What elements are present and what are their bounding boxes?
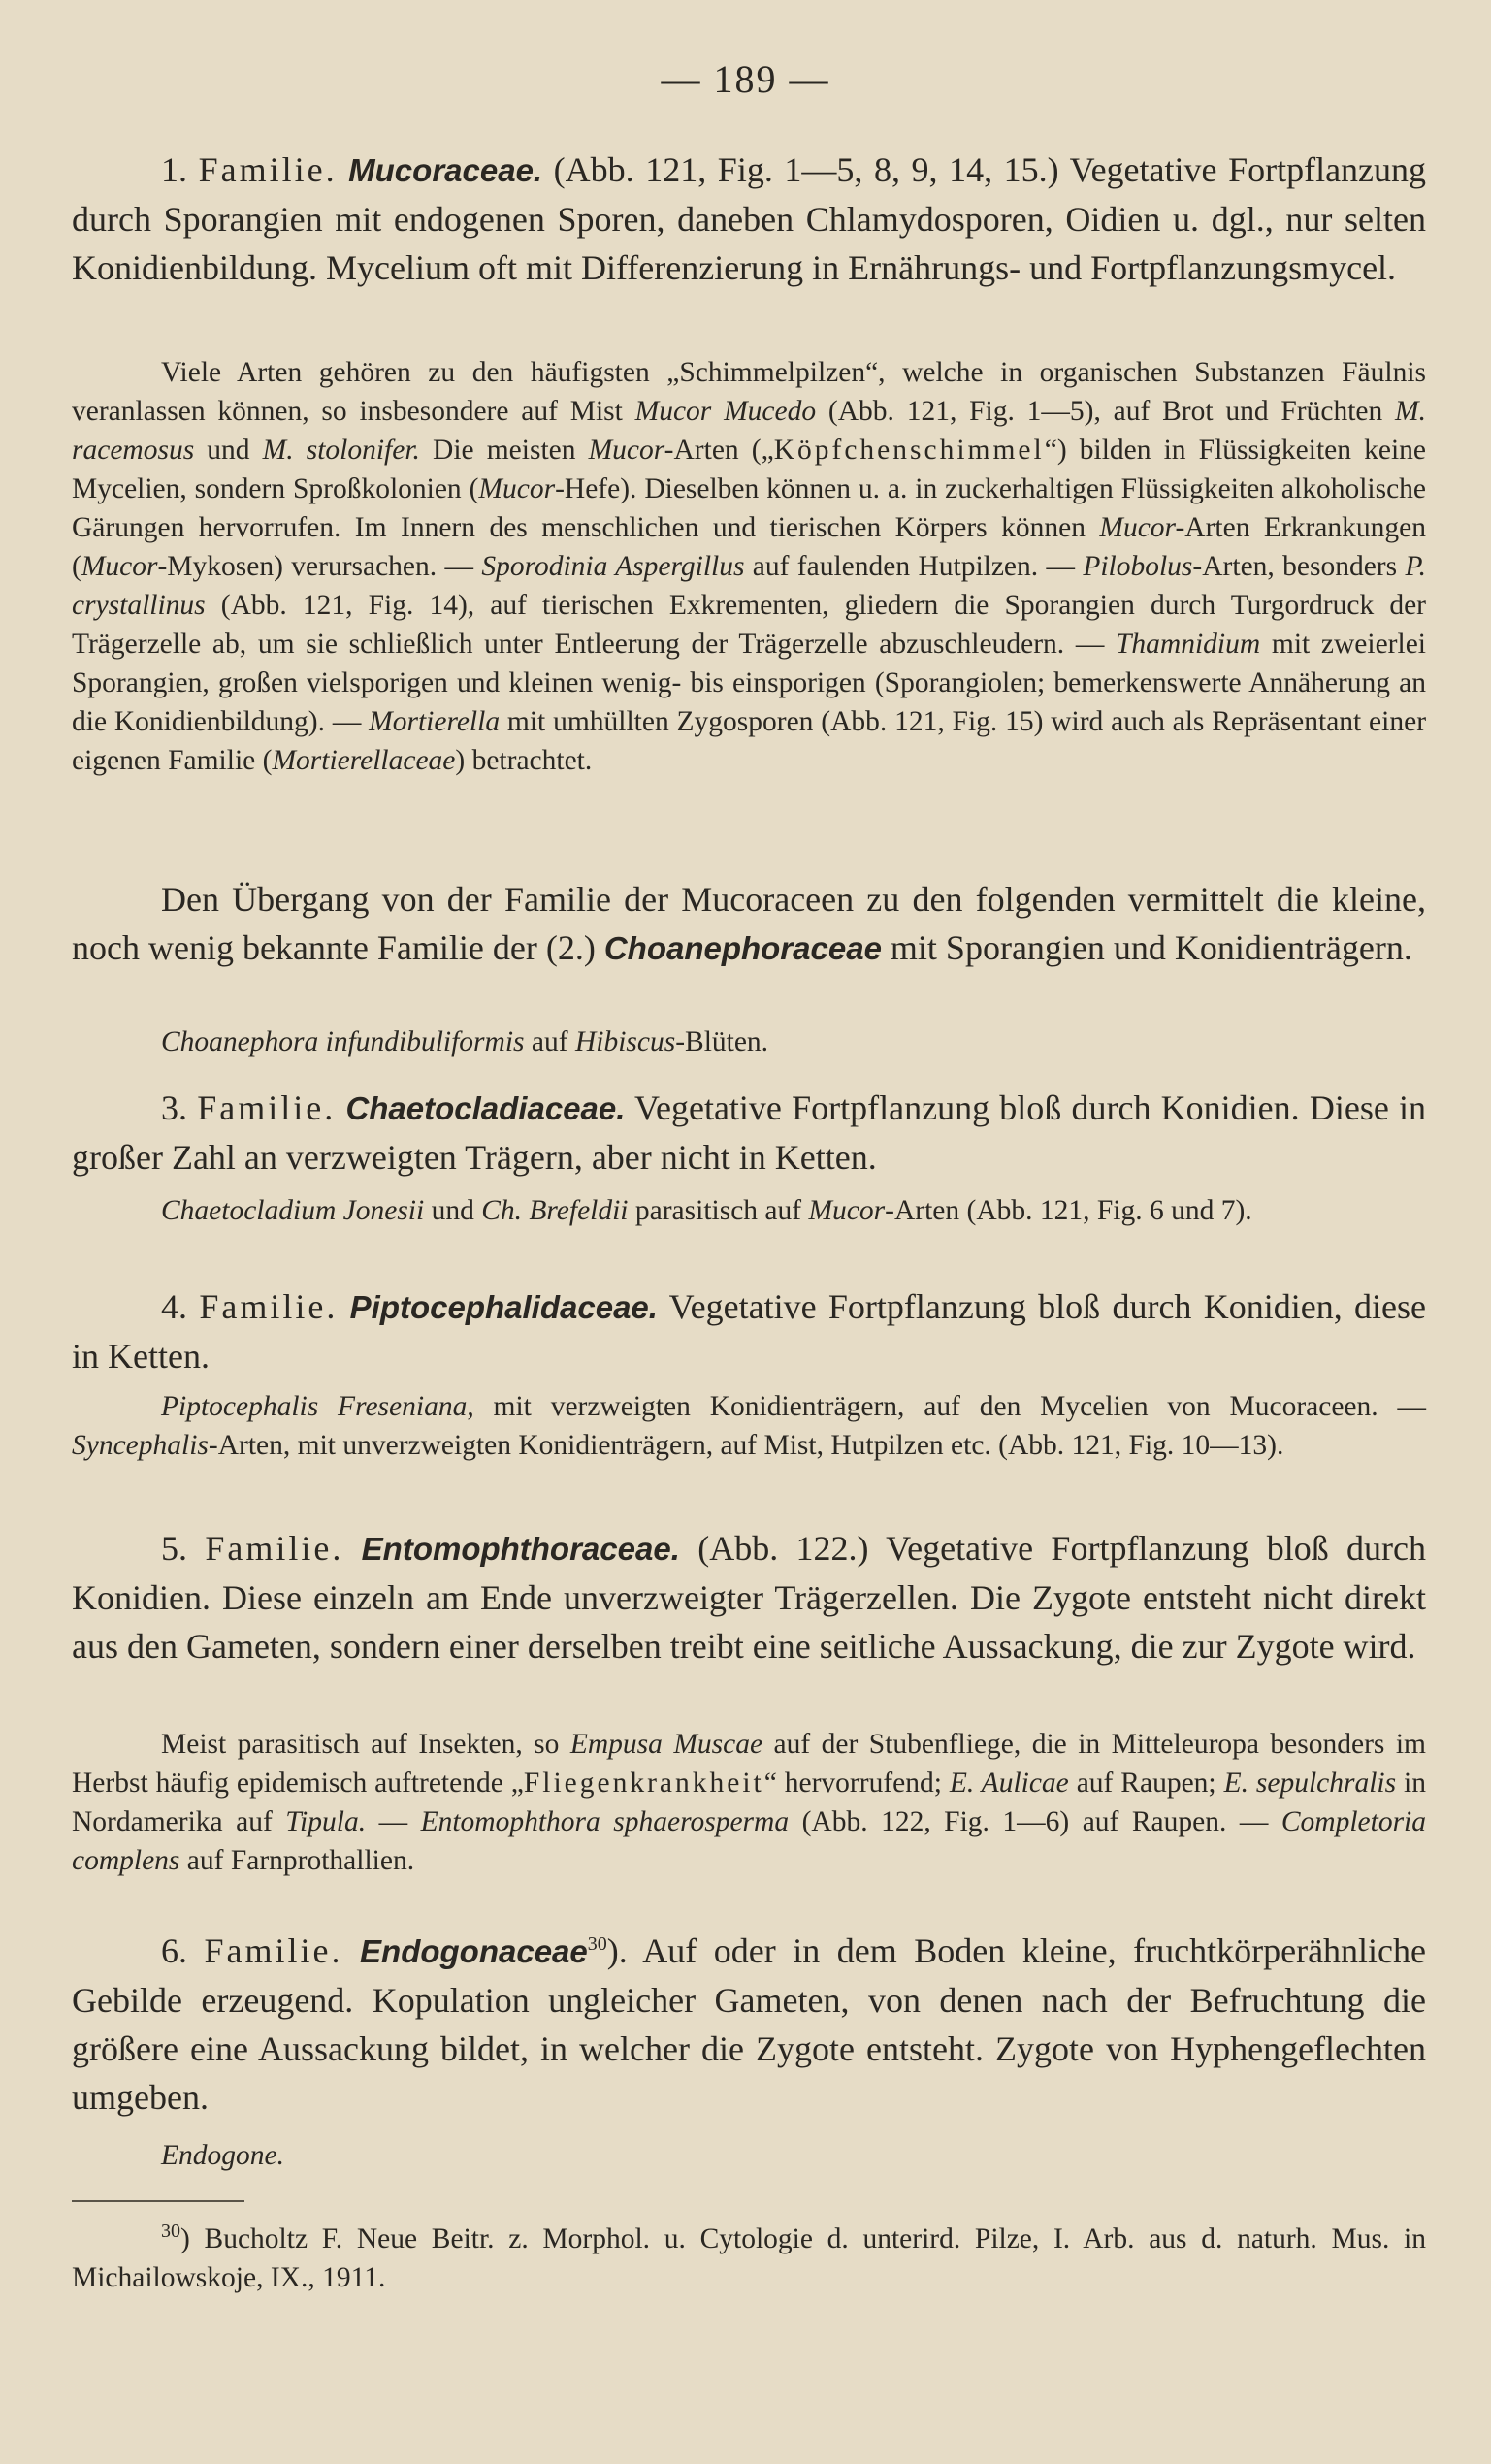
fam6-num: 6. (161, 1931, 187, 1970)
fam3-num: 3. (161, 1088, 187, 1127)
fam6-note (72, 2136, 1426, 2175)
taxon: Chaetocladium Jonesii (161, 1195, 425, 1226)
taxon: Syncephalis (72, 1430, 209, 1461)
taxon: Thamnidium (1116, 629, 1261, 660)
fam2-name: Choanephoraceae (603, 930, 882, 966)
fam1-note (72, 353, 1426, 780)
fam1-name: Mucoraceae. (348, 152, 543, 188)
taxon: M. stolonifer. (262, 435, 420, 466)
note-text: auf faulenden Hutpilzen. — (744, 551, 1084, 582)
footnote-ref: 30 (587, 1933, 607, 1955)
note-text: -Hefe). Dieselben können u. a. in zuckerhaltigen Flüssigkeiten alkoholische Gärungen hervorrufen. Im Innern des menschlichen und tierischen Körpers können (72, 473, 1427, 543)
taxon: E. Aulicae (949, 1767, 1069, 1799)
note-text: (Abb. 122, Fig. 1—6) auf Raupen. — (789, 1806, 1281, 1837)
fam1-text: (Abb. 121, Fig. 1—5, 8, 9, 14, 15.) Vegetative Fortpflanzung durch Sporangien mit endogenen Sporen, daneben Chlamydosporen, Oidien u. dgl., nur selten Konidienbildung. Mycelium oft mit Differenzierung in Ernährungs- und Fortpflanzungsmycel. (72, 150, 1427, 287)
fam5-note (72, 1725, 1426, 1880)
taxon: Hibiscus (574, 1026, 676, 1057)
taxon: Mucor (81, 551, 158, 582)
fam6-familie: Familie. (204, 1931, 343, 1970)
taxon: M. racemosus (72, 396, 1426, 466)
footnote-rule (72, 2200, 244, 2202)
fam5-paragraph (72, 1524, 1426, 1670)
note-text: , mit verzweigten Konidienträgern, auf den Mycelien von Mucoraceen. — (467, 1391, 1426, 1422)
note-text: auf Raupen; (1068, 1767, 1224, 1799)
note-text: mit umhüllten Zygosporen (Abb. 121, Fig. 15) wird auch als Repräsentant einer eigenen Familie ( (72, 706, 1427, 776)
note-text: -Blüten. (675, 1026, 769, 1057)
fam6-name: Endogonaceae (360, 1933, 588, 1969)
fam6-text: ). Auf oder in dem Boden kleine, fruchtkörperähnliche Gebilde erzeugend. Kopulation ungleicher Gameten, von denen nach der Befruchtung die größere eine Aussackung bildet, in welcher die Zygote entsteht. Zygote von Hyphengeflechten umgeben. (72, 1931, 1427, 2117)
fam3-name: Chaetocladiaceae. (345, 1090, 626, 1126)
taxon: P. crystallinus (72, 551, 1427, 621)
note-text: Arten („ (673, 435, 774, 466)
note-text: “) bilden in Flüssigkeiten keine Mycelien, sondern Sproßkolonien ( (72, 435, 1426, 504)
page-number: — 189 — (661, 57, 830, 101)
note-text: auf (524, 1026, 575, 1057)
note-text: Arten Erkrankungen ( (72, 512, 1426, 582)
taxon: Mucor- (1099, 512, 1185, 543)
taxon: E. sepulchralis (1223, 1767, 1397, 1799)
note-text: auf Farnprothallien. (179, 1845, 415, 1876)
taxon: Mucor (478, 473, 556, 504)
fam2-paragraph (72, 875, 1426, 973)
fam5-num: 5. (161, 1529, 187, 1568)
taxon: Pilobolus (1083, 551, 1193, 582)
fam3-note (72, 1191, 1426, 1230)
fam3-text: Vegetative Fortpflanzung bloß durch Konidien. Diese in großer Zahl an verzweigten Trägern, aber nicht in Ketten. (72, 1088, 1427, 1177)
taxon: Empusa Muscae (569, 1729, 763, 1760)
taxon: Sporodinia Aspergillus (481, 551, 745, 582)
footnote-mark: 30 (161, 2221, 180, 2243)
fam1-familie: Familie. (198, 150, 338, 189)
taxon: Tipula. (285, 1806, 367, 1837)
fam5-familie: Familie. (205, 1529, 344, 1568)
fam2-text: Den Übergang von der Familie der Mucoraceen zu den folgenden vermittelt die kleine, noch wenig bekannte Familie der (2.) (72, 880, 1426, 967)
fam5-text: (Abb. 122.) Vegetative Fortpflanzung bloß durch Konidien. Diese einzeln am Ende unverzweigter Trägerzellen. Die Zygote entsteht nicht direkt aus den Gameten, sondern einer derselben treibt eine seitliche Aussackung, die zur Zygote wird. (72, 1529, 1427, 1666)
taxon: Mortierella (369, 706, 501, 737)
fam3-familie: Familie. (197, 1088, 337, 1127)
note-text: parasitisch auf (628, 1195, 809, 1226)
note-text: mit zweierlei Sporangien, großen vielsporigen und kleinen wenig- bis einsporigen (Sporangiolen; bemerkenswerte Annäherung an die Konidienbildung). — (72, 629, 1426, 737)
taxon: Mucor (808, 1195, 886, 1226)
spaced-term: Fliegenkrankheit (523, 1767, 764, 1799)
taxon: Piptocephalis Freseniana (161, 1391, 468, 1422)
taxon: Endogone. (161, 2140, 284, 2171)
note-text: “ hervorrufend; (763, 1767, 950, 1799)
fam1-paragraph (72, 146, 1426, 292)
fam4-num: 4. (161, 1287, 187, 1326)
fam4-familie: Familie. (199, 1287, 339, 1326)
fam4-text: Vegetative Fortpflanzung bloß durch Konidien, diese in Ketten. (72, 1287, 1427, 1376)
fam4-note (72, 1387, 1426, 1465)
taxon: Entomophthora sphaerosperma (420, 1806, 790, 1837)
fam2-note (72, 1022, 1426, 1061)
footnote (72, 2220, 1426, 2297)
taxon: Ch. Brefeldii (481, 1195, 629, 1226)
spaced-term: Köpfchenschimmel (773, 435, 1045, 466)
fam1-num: 1. (161, 150, 187, 189)
note-text: und (424, 1195, 482, 1226)
fam6-paragraph (72, 1927, 1426, 2122)
note-text: Die meisten (419, 435, 589, 466)
note-text: Meist parasitisch auf Insekten, so (161, 1729, 570, 1760)
taxon: Mucor Mucedo (634, 396, 817, 427)
note-text: -Arten, besonders (1192, 551, 1406, 582)
fam4-paragraph (72, 1282, 1426, 1380)
taxon: Mortierellaceae (272, 745, 456, 776)
note-text: (Abb. 121, Fig. 14), auf tierischen Exkrementen, gliedern die Sporangien durch Turgordruck der Trägerzelle ab, um sie schließlich unter Entleerung der Trägerzelle abzuschleudern. — (72, 590, 1426, 660)
taxon: Mucor- (588, 435, 674, 466)
note-text: und (194, 435, 263, 466)
fam3-paragraph (72, 1084, 1426, 1182)
fam2-text2: mit Sporangien und Konidienträgern. (881, 928, 1412, 967)
footnote-text: ) Bucholtz F. Neue Beitr. z. Morphol. u. Cytologie d. unterird. Pilze, I. Arb. aus d. naturh. Mus. in Michailowskoje, IX., 1911. (72, 2223, 1426, 2293)
note-text: Viele Arten gehören zu den häufigsten „Schimmelpilzen“, welche in organischen Substanzen Fäulnis veranlassen können, so insbesondere auf Mist (72, 357, 1426, 427)
fam4-name: Piptocephalidaceae. (349, 1289, 658, 1325)
note-text: auf der Stubenfliege, die in Mitteleuropa besonders im Herbst häufig epidemisch auftretende „ (72, 1729, 1427, 1799)
note-text: -Arten, mit unverzweigten Konidienträgern, auf Mist, Hutpilzen etc. (Abb. 121, Fig. 10—13). (208, 1430, 1284, 1461)
fam5-name: Entomophthoraceae. (361, 1531, 680, 1567)
taxon: Completoria complens (72, 1806, 1427, 1876)
note-text: ) betrachtet. (455, 745, 593, 776)
note-text: — (366, 1806, 421, 1837)
note-text: -Arten (Abb. 121, Fig. 6 und 7). (885, 1195, 1252, 1226)
note-text: in Nordamerika auf (72, 1767, 1426, 1837)
taxon: Choanephora infundibuliformis (161, 1026, 525, 1057)
note-text: (Abb. 121, Fig. 1—5), auf Brot und Früchten (816, 396, 1396, 427)
note-text: -Mykosen) verursachen. — (157, 551, 482, 582)
